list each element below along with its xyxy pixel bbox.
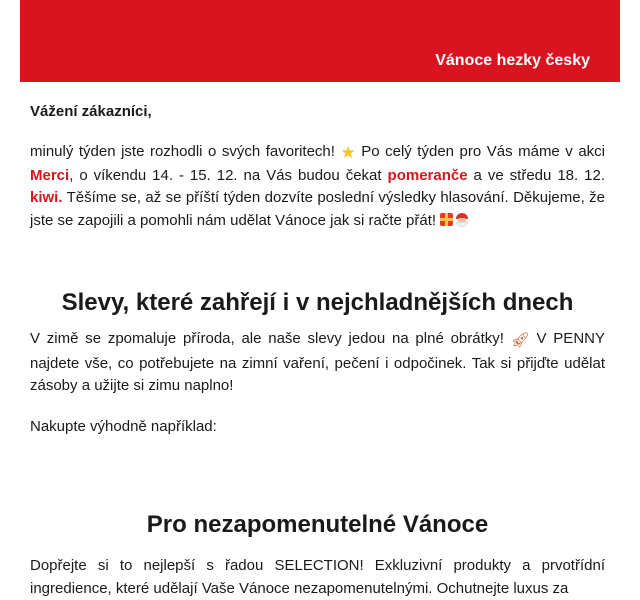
selection-paragraph: Dopřejte si to nejlepší s řadou SELECTION! Exkluzivní produkty a prvotřídní ingredience, které udělají Vaše Vánoce nezapomenutelnými. Ochutnejte luxus za: [30, 557, 605, 597]
intro-paragraph: [30, 141, 605, 232]
discounts-paragraph: [30, 328, 605, 398]
banner-title: Vánoce hezky česky: [435, 52, 590, 69]
discounts-text-1: V zimě se zpomaluje příroda, ale naše slevy jedou na plné obrátky!: [30, 330, 511, 347]
star-emoji-icon: ★: [340, 143, 356, 162]
section-heading-christmas: Pro nezapomenutelné Vánoce: [146, 511, 489, 538]
intro-text-4: a ve středu 18. 12.: [467, 166, 605, 184]
gift-emoji-icon: [440, 213, 453, 226]
rocket-emoji-icon: 🚀︎: [510, 332, 530, 349]
kiwi-highlight: kiwi.: [30, 189, 63, 206]
intro-text-2: Po celý týden pro Vás máme v akci: [355, 143, 606, 160]
pomerance-highlight: pomeranče: [387, 166, 468, 184]
greeting: Vážení zákazníci,: [30, 103, 152, 120]
section-heading-discounts: Slevy, které zahřejí i v nejchladnějších dnech: [61, 289, 574, 316]
santa-emoji-icon: [455, 213, 469, 227]
intro-text-1: minulý týden jste rozhodli o svých favoritech!: [30, 143, 341, 160]
header-banner: [20, 0, 620, 82]
intro-text-5: Těšíme se, až se příští týden dozvíte poslední výsledky hlasování. Děkujeme, že jste se zapojili a pomohli nám udělat Vánoce jak si račte přát!: [30, 189, 605, 229]
intro-text-3: , o víkendu 14. - 15. 12. na Vás budou čekat: [69, 166, 388, 184]
shop-cta-text: Nakupte výhodně například:: [30, 418, 217, 435]
merci-highlight: Merci: [30, 166, 70, 184]
discounts-text-2: V PENNY najdete vše, co potřebujete na zimní vaření, pečení i odpočinek. Tak si přijďte udělat zásoby a užijte si zimu naplno!: [30, 330, 605, 394]
